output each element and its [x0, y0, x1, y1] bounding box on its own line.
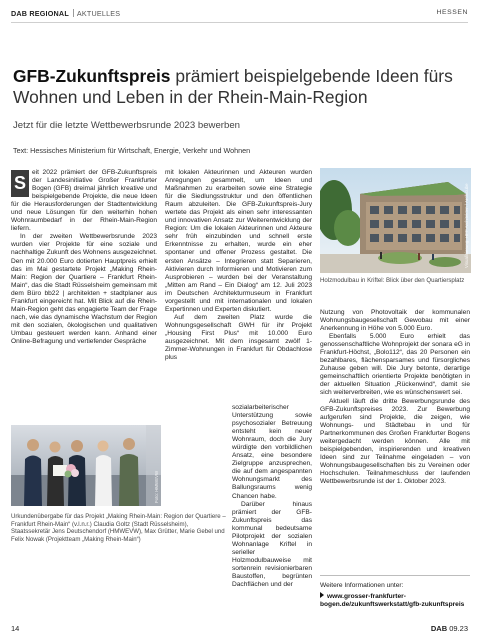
photo-credit: Foto: HMWEVW — [154, 470, 159, 503]
building-rendering-image — [320, 168, 471, 273]
paragraph: sozialarbeiterischer Unterstützung sowie psychosozialer Betreuung entsteht kein neuer Wohnraum, doch die Jury würdigte den vorbildlichen Ansatz, eine besondere Zielgruppe anzusprechen, die auf dem angespannten Wohnungsmarkt des Ballungsraums wenig Chancen habe. — [232, 404, 312, 500]
info-heading: Weitere Informationen unter: — [320, 582, 404, 589]
info-divider — [320, 575, 470, 576]
building-rendering-photo — [320, 168, 471, 273]
header-rule — [11, 22, 468, 23]
article-title — [13, 66, 468, 107]
header-divider — [73, 9, 74, 17]
issue-number: 09.23 — [447, 624, 468, 633]
award-ceremony-image — [11, 425, 161, 506]
info-link-row — [320, 592, 470, 609]
paragraph: mit lokalen Akteurinnen und Akteuren wurden Anregungen gesammelt, um Ideen und Maßnahmen zu erarbeiten sowie eine Strategie für die Siedlungsstruktur und den öffentlichen Raum abzuleiten. Die GFB-Zukunftspreis-Jury wertete das Projekt als einen sehr interessanten und innovativen Ansatz zur Weiterentwicklung der Region: Um die lokalen Akteurinnen und Akteure sehr früh einzubinden und schnell erste Erkenntnisse zu erhalten, wurde ein eher spontaner und offener Prozess gestaltet. Die ersten Ansätze – Integrieren statt Separieren, Aktivieren durch Informieren und Motivieren zum Ausprobieren – wurden bei der Veranstaltung „Mitten am Rand – Ein Dialog“ am 12. Juli 2023 im Deutschen Architekturmuseum in Frankfurt vorgestellt und mit internationalen und lokalen Expertinnen und Experten diskutiert. — [165, 169, 312, 313]
paragraph: eit 2022 prämiert der GFB-Zukunftspreis der Landesinitiative Großer Frankfurter Bogen (GFB) dreimal jährlich kreative und beispielgebende Projekte, die neue Ideen für die Herausforderungen der Stadtentwicklung und neue Lösungen für den weiterhin hohen Wohnraumbedarf in der Rhein-Main-Region liefern. — [11, 169, 157, 233]
text-column-1 — [11, 169, 157, 346]
title-rest: prämiert beispielgebende Ideen fürs Wohnen und Leben in der Rhein-Main-Region — [13, 66, 453, 107]
section-label: DAB REGIONAL — [11, 9, 69, 18]
region-label: HESSEN — [436, 9, 468, 16]
arrow-right-icon — [320, 592, 324, 598]
text-column-2 — [165, 169, 312, 362]
paragraph: Nutzung von Photovoltaik der kommunalen Wohnungsbaugesellschaft Gewobau mit einer Anerkennung in Höhe von 5.000 Euro. — [320, 309, 470, 333]
paragraph: In der zweiten Wettbewerbsrunde 2023 wurden vier Projekte für eine soziale und nachhaltige Zukunft des Wohnens ausgezeichnet. Den mit 20.000 Euro dotierten Hauptpreis erhielt das im Mai gestartete Projekt „Making Rhein-Main: Region der Quartiere – Frankfurt Rhein-Main“, das die Stadt Rüsselsheim gemeinsam mit dem Büro bb22 | architekten + stadtplaner aus Frankfurt eingereicht hat. Mit Blick auf die Rhein-Main-Region geht das engagierte Team der Frage nach, wie das dynamische Wachstum der Region mit den sozialen, ökologischen und qualitativen Umbau gesteuert werden kann. Anhand einer Online-Befragung und vertiefender Gespräche — [11, 233, 157, 345]
paragraph: Darüber hinaus prämiert der GFB-Zukunftspreis das kommunal bedeutsame Pilotprojekt der sozialen Wohnanlage Kriftel in serieller Holzmodulbauweise mit sortenrein revisionierbaren Baustoffen, begrünten Dachflächen und der — [232, 500, 312, 589]
subsection-label: AKTUELLES — [76, 9, 121, 18]
title-highlight: GFB-Zukunftspreis — [13, 66, 171, 86]
magazine-name: DAB — [430, 624, 448, 633]
page-number: 14 — [11, 624, 20, 633]
rendering-credit: Visualisierung: HPP Architekten / Archicube — [464, 183, 469, 268]
text-column-3 — [320, 309, 470, 486]
article-byline: Text: Hessisches Ministerium für Wirtschaft, Energie, Verkehr und Wohnen — [13, 146, 251, 155]
award-ceremony-photo — [11, 425, 161, 506]
section-header — [11, 9, 120, 18]
paragraph: Ebenfalls 5.000 Euro erhielt das genossenschaftliche Wohnprojekt der sonara eG in Frankfurt-Höchst, „Bolo112“, das 20 Personen ein bezahlbares, flächensparsames und fürsorgliches Zuhause geben will. Die Jury betonte, derartige gemeinschaftlich orientierte Projekte benötigten in der aktuellen Situation „Rückenwind“, damit sie sich weiterverbreiten, wie es wünschenswert sei. — [320, 333, 470, 397]
paragraph: Auf dem zweiten Platz wurde die Wohnungsgesellschaft GWH für ihr Projekt „Housing First Plus“ mit 10.000 Euro ausgezeichnet. Mit dem insgesamt zwölf 1-Zimmer-Wohnungen in Frankfurt für Obdachlose plus — [165, 313, 312, 362]
paragraph: Aktuell läuft die dritte Bewerbungsrunde des GFB-Zukunftspreises 2023. Zur Bewerbung aufgerufen sind Projekte, die zeigen, wie Wohnungs- und Städtebau in und für Partnerkommunen des Großen Frankfurter Bogens weitergedacht werden können. Alle mit beispielgebenden, inspirierenden und kreativen Ideen sind zur Teilnahme eingeladen – von Wohnungsbaugesellschaften bis zu Vereinen oder Hochschulen. Teilnahmeschluss der laufenden Wettbewerbsrunde ist der 1. Oktober 2023. — [320, 397, 470, 485]
info-link[interactable]: www.grosser-frankfurter-bogen.de/zukunftswerkstatt/gfb-zukunftspreis — [320, 593, 465, 609]
magazine-issue — [431, 624, 468, 633]
rendering-caption: Holzmodulbau in Kriftel: Blick über den Quartiersplatz — [320, 277, 465, 284]
photo-caption: Urkundenübergabe für das Projekt „Making Rhein-Main: Region der Quartiere – Frankfurt Rhein-Main“ (v.l.n.r.) Claudia Goltz (Stadt Rüsselsheim), Staatssekretär Jens Deutschendorf (HMWEVW), Max Grütter, Marie Gebel und Felix Nowak (Projektteam „Making Rhein-Main“) — [11, 513, 226, 543]
article-subtitle: Jetzt für die letzte Wettbewerbsrunde 2023 bewerben — [13, 120, 241, 131]
drop-cap: S — [11, 170, 29, 197]
text-column-2-continued — [232, 404, 312, 589]
